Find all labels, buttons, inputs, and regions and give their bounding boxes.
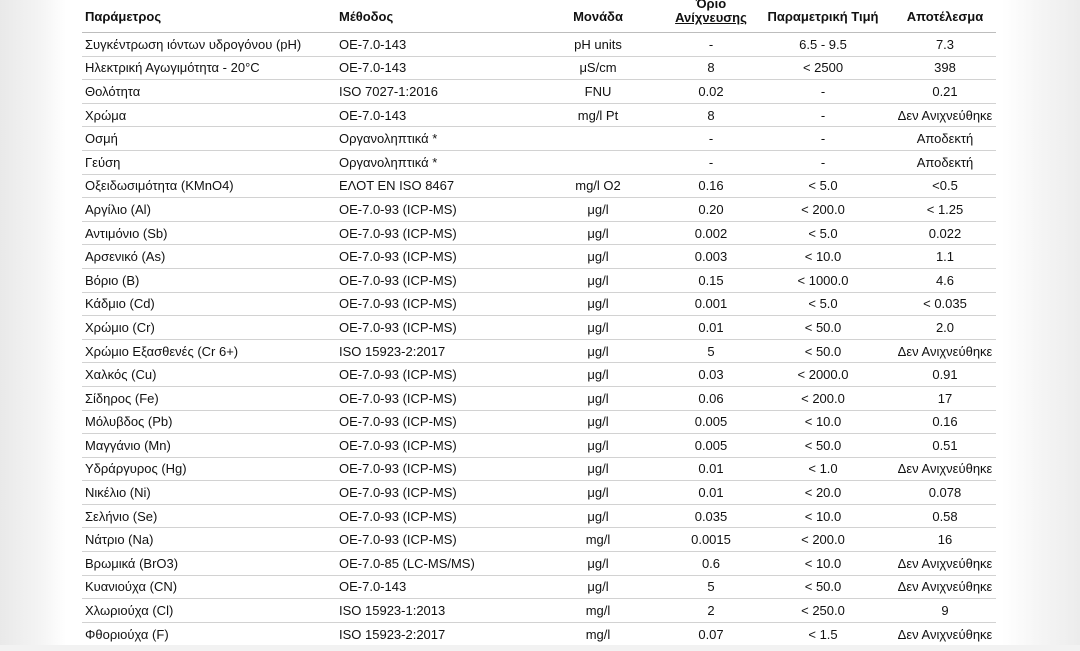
cell-parameter: Μόλυβδος (Pb) [82,410,336,434]
cell-method: ΕΛΟΤ ΕΝ ISO 8467 [336,174,526,198]
cell-parameter: Γεύση [82,150,336,174]
cell-detection-limit: 0.03 [670,363,752,387]
cell-parameter: Σελήνιο (Se) [82,504,336,528]
header-row [82,0,996,33]
cell-detection-limit: 8 [670,103,752,127]
results-table-body [82,33,996,646]
table-row [82,127,996,151]
cell-method: ΟΕ-7.0-93 (ICP-MS) [336,268,526,292]
cell-parameter: Οσμή [82,127,336,151]
cell-parameter: Χρώμιο (Cr) [82,316,336,340]
cell-detection-limit: 0.01 [670,316,752,340]
cell-method: ΟΕ-7.0-143 [336,56,526,80]
cell-parametric-value: < 1.5 [752,622,894,646]
cell-parameter: Βρωμικά (BrO3) [82,552,336,576]
cell-unit: mg/l [526,622,670,646]
cell-parametric-value: - [752,80,894,104]
table-row [82,552,996,576]
cell-unit: μg/l [526,292,670,316]
cell-result: 0.022 [894,221,996,245]
cell-detection-limit: 0.003 [670,245,752,269]
cell-result: 398 [894,56,996,80]
cell-parametric-value: < 50.0 [752,339,894,363]
cell-parametric-value: < 200.0 [752,386,894,410]
cell-unit: μg/l [526,221,670,245]
header-result: Αποτέλεσμα [894,0,996,33]
cell-result: Δεν Ανιχνεύθηκε [894,622,996,646]
cell-unit: μg/l [526,575,670,599]
cell-result: Δεν Ανιχνεύθηκε [894,339,996,363]
cell-parametric-value: < 250.0 [752,599,894,623]
table-row [82,599,996,623]
cell-unit: μg/l [526,339,670,363]
cell-unit: μg/l [526,434,670,458]
table-row [82,33,996,57]
cell-parametric-value: < 10.0 [752,410,894,434]
cell-parameter: Σίδηρος (Fe) [82,386,336,410]
table-row [82,245,996,269]
cell-parametric-value: < 10.0 [752,504,894,528]
cell-method: ISO 15923-1:2013 [336,599,526,623]
cell-detection-limit: 0.005 [670,434,752,458]
table-row [82,386,996,410]
cell-parametric-value: < 200.0 [752,528,894,552]
cell-parametric-value: < 2500 [752,56,894,80]
cell-parameter: Κάδμιο (Cd) [82,292,336,316]
cell-method: ΟΕ-7.0-93 (ICP-MS) [336,221,526,245]
cell-method: ΟΕ-7.0-143 [336,575,526,599]
cell-unit: μg/l [526,457,670,481]
cell-result: 0.078 [894,481,996,505]
cell-result: 1.1 [894,245,996,269]
cell-unit: μg/l [526,386,670,410]
cell-unit: μg/l [526,245,670,269]
cell-method: ΟΕ-7.0-85 (LC-MS/MS) [336,552,526,576]
cell-detection-limit: 5 [670,575,752,599]
header-parametric-value: Παραμετρική Τιμή [752,0,894,33]
cell-method: ΟΕ-7.0-93 (ICP-MS) [336,504,526,528]
cell-detection-limit: 0.02 [670,80,752,104]
cell-parameter: Χλωριούχα (Cl) [82,599,336,623]
cell-parametric-value: < 10.0 [752,245,894,269]
cell-result: 0.51 [894,434,996,458]
cell-method: ΟΕ-7.0-93 (ICP-MS) [336,292,526,316]
cell-parameter: Υδράργυρος (Hg) [82,457,336,481]
analysis-report-sheet [82,0,996,651]
table-row [82,504,996,528]
cell-method: ΟΕ-7.0-93 (ICP-MS) [336,316,526,340]
table-row [82,221,996,245]
cell-result: 7.3 [894,33,996,57]
table-row [82,528,996,552]
cell-method: Οργανοληπτικά * [336,150,526,174]
cell-detection-limit: 0.15 [670,268,752,292]
cell-result: 2.0 [894,316,996,340]
cell-detection-limit: 0.001 [670,292,752,316]
table-row [82,339,996,363]
cell-unit: μS/cm [526,56,670,80]
cell-detection-limit: 0.07 [670,622,752,646]
cell-method: ΟΕ-7.0-143 [336,33,526,57]
table-row [82,316,996,340]
cell-detection-limit: 0.06 [670,386,752,410]
cell-parameter: Χρώμιο Εξασθενές (Cr 6+) [82,339,336,363]
header-detection-limit [670,0,752,33]
cell-result: 0.91 [894,363,996,387]
cell-result: < 0.035 [894,292,996,316]
table-row [82,103,996,127]
table-row [82,80,996,104]
cell-detection-limit: 0.005 [670,410,752,434]
cell-detection-limit: 5 [670,339,752,363]
cell-unit [526,150,670,174]
cell-parameter: Κυανιούχα (CN) [82,575,336,599]
cell-parameter: Συγκέντρωση ιόντων υδρογόνου (pH) [82,33,336,57]
cell-method: ISO 15923-2:2017 [336,339,526,363]
cell-result: 0.16 [894,410,996,434]
cell-parameter: Βόριο (B) [82,268,336,292]
cell-parametric-value: < 50.0 [752,434,894,458]
table-row [82,434,996,458]
cell-parameter: Αντιμόνιο (Sb) [82,221,336,245]
cell-detection-limit: 0.01 [670,457,752,481]
cell-method: ΟΕ-7.0-93 (ICP-MS) [336,245,526,269]
cell-result: 17 [894,386,996,410]
results-table [82,0,996,646]
cell-result: 0.21 [894,80,996,104]
cell-result: <0.5 [894,174,996,198]
cell-parameter: Νικέλιο (Ni) [82,481,336,505]
cell-detection-limit: - [670,33,752,57]
cell-unit: mg/l Pt [526,103,670,127]
cell-result: Δεν Ανιχνεύθηκε [894,552,996,576]
cell-unit: mg/l [526,599,670,623]
cell-parametric-value: < 200.0 [752,198,894,222]
cell-result: 4.6 [894,268,996,292]
cell-method: ΟΕ-7.0-93 (ICP-MS) [336,457,526,481]
cell-parametric-value: - [752,150,894,174]
cell-parametric-value: < 2000.0 [752,363,894,387]
cell-unit: μg/l [526,198,670,222]
cell-method: ΟΕ-7.0-93 (ICP-MS) [336,363,526,387]
page-bottom-edge [0,645,1080,651]
table-row [82,622,996,646]
header-detection-limit-line2: Ανίχνευσης [675,10,747,25]
cell-detection-limit: - [670,127,752,151]
cell-unit: μg/l [526,410,670,434]
cell-parametric-value: 6.5 - 9.5 [752,33,894,57]
cell-parametric-value: < 10.0 [752,552,894,576]
table-row [82,56,996,80]
cell-detection-limit: 0.16 [670,174,752,198]
cell-parametric-value: < 5.0 [752,221,894,245]
cell-parameter: Αρσενικό (As) [82,245,336,269]
table-row [82,150,996,174]
cell-detection-limit: 0.002 [670,221,752,245]
cell-unit: μg/l [526,268,670,292]
cell-unit: μg/l [526,552,670,576]
cell-method: ΟΕ-7.0-93 (ICP-MS) [336,198,526,222]
cell-parametric-value: - [752,103,894,127]
cell-method: ΟΕ-7.0-93 (ICP-MS) [336,386,526,410]
cell-method: Οργανοληπτικά * [336,127,526,151]
cell-parameter: Φθοριούχα (F) [82,622,336,646]
cell-unit [526,127,670,151]
cell-detection-limit: - [670,150,752,174]
cell-detection-limit: 0.035 [670,504,752,528]
table-row [82,292,996,316]
table-row [82,174,996,198]
cell-parametric-value: < 20.0 [752,481,894,505]
cell-method: ΟΕ-7.0-93 (ICP-MS) [336,434,526,458]
cell-detection-limit: 0.20 [670,198,752,222]
cell-unit: μg/l [526,316,670,340]
cell-result: Δεν Ανιχνεύθηκε [894,457,996,481]
cell-parameter: Μαγγάνιο (Mn) [82,434,336,458]
cell-detection-limit: 0.6 [670,552,752,576]
header-parameter: Παράμετρος [82,0,336,33]
table-row [82,410,996,434]
table-row [82,363,996,387]
cell-unit: FNU [526,80,670,104]
cell-unit: pH units [526,33,670,57]
page-shadow-left [0,0,66,651]
cell-parameter: Νάτριο (Na) [82,528,336,552]
results-table-header [82,0,996,33]
cell-parametric-value: < 5.0 [752,292,894,316]
cell-method: ΟΕ-7.0-93 (ICP-MS) [336,410,526,434]
header-method: Μέθοδος [336,0,526,33]
cell-parameter: Θολότητα [82,80,336,104]
cell-result: Δεν Ανιχνεύθηκε [894,575,996,599]
table-row [82,198,996,222]
cell-result: 16 [894,528,996,552]
cell-parameter: Χαλκός (Cu) [82,363,336,387]
table-row [82,457,996,481]
cell-method: ISO 7027-1:2016 [336,80,526,104]
page-shadow-right [1002,0,1080,651]
table-row [82,481,996,505]
cell-parametric-value: < 1.0 [752,457,894,481]
cell-parametric-value: < 50.0 [752,316,894,340]
header-detection-limit-line1: Όριο [695,0,727,11]
cell-result: < 1.25 [894,198,996,222]
cell-detection-limit: 0.01 [670,481,752,505]
table-row [82,575,996,599]
cell-parameter: Χρώμα [82,103,336,127]
cell-unit: μg/l [526,504,670,528]
cell-method: ΟΕ-7.0-143 [336,103,526,127]
cell-result: 9 [894,599,996,623]
cell-parameter: Αργίλιο (Al) [82,198,336,222]
cell-parametric-value: - [752,127,894,151]
cell-method: ΟΕ-7.0-93 (ICP-MS) [336,528,526,552]
cell-parametric-value: < 1000.0 [752,268,894,292]
cell-result: Αποδεκτή [894,150,996,174]
cell-parametric-value: < 5.0 [752,174,894,198]
cell-method: ΟΕ-7.0-93 (ICP-MS) [336,481,526,505]
cell-detection-limit: 8 [670,56,752,80]
cell-result: Αποδεκτή [894,127,996,151]
cell-unit: mg/l O2 [526,174,670,198]
cell-unit: μg/l [526,363,670,387]
cell-method: ISO 15923-2:2017 [336,622,526,646]
header-unit: Μονάδα [526,0,670,33]
cell-unit: μg/l [526,481,670,505]
cell-unit: mg/l [526,528,670,552]
table-row [82,268,996,292]
cell-parameter: Ηλεκτρική Αγωγιμότητα - 20°C [82,56,336,80]
cell-parameter: Οξειδωσιμότητα (KMnO4) [82,174,336,198]
cell-result: Δεν Ανιχνεύθηκε [894,103,996,127]
cell-parametric-value: < 50.0 [752,575,894,599]
cell-detection-limit: 0.0015 [670,528,752,552]
cell-detection-limit: 2 [670,599,752,623]
cell-result: 0.58 [894,504,996,528]
